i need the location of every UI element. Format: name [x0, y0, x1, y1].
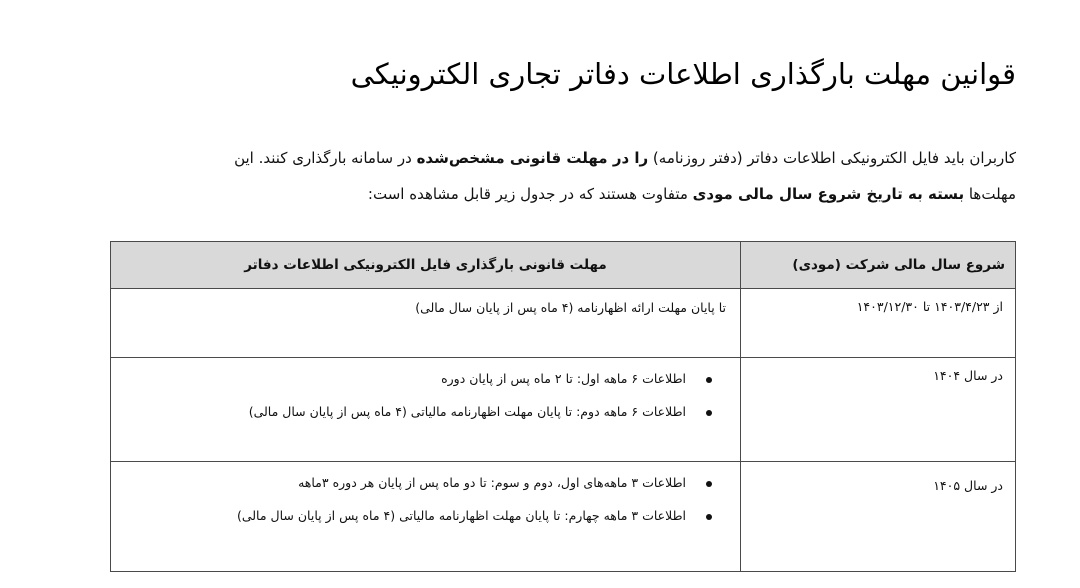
- deadline-cell: [111, 358, 741, 462]
- table-row: [111, 358, 1016, 462]
- intro-line-2: [62, 176, 1016, 212]
- intro-emphasis: بسته به تاریخ شروع سال مالی مودی: [692, 185, 965, 203]
- intro-text: مهلت‌ها: [964, 185, 1016, 203]
- bullet-item: اطلاعات ۶ ماهه دوم: تا پایان مهلت اظهارنامه مالیاتی (۴ ماه پس از پایان سال مالی): [119, 403, 686, 421]
- intro-text: در سامانه بارگذاری کنند. این: [234, 149, 417, 167]
- bullet-item: اطلاعات ۳ ماهه چهارم: تا پایان مهلت اظهارنامه مالیاتی (۴ ماه پس از پایان سال مالی): [119, 507, 686, 525]
- bullet-item: اطلاعات ۳ ماهه‌های اول، دوم و سوم: تا دو ماه پس از پایان هر دوره ۳ماهه: [119, 474, 686, 492]
- table-row: [111, 289, 1016, 358]
- bullet-item: اطلاعات ۶ ماهه اول: تا ۲ ماه پس از پایان دوره: [119, 370, 686, 388]
- header-legal-deadline: مهلت قانونی بارگذاری فایل الکترونیکی اطلاعات دفاتر: [111, 242, 741, 289]
- page-title: قوانین مهلت بارگذاری اطلاعات دفاتر تجاری الکترونیکی: [350, 57, 1016, 91]
- intro-text: کاربران باید فایل الکترونیکی اطلاعات دفاتر (دفتر روزنامه): [648, 149, 1016, 167]
- deadline-bullet-list: [119, 474, 726, 525]
- fiscal-start-cell: در سال ۱۴۰۵: [741, 462, 1016, 572]
- fiscal-start-cell: از ۱۴۰۳/۴/۲۳ تا ۱۴۰۳/۱۲/۳۰: [741, 289, 1016, 358]
- fiscal-start-cell: در سال ۱۴۰۴: [741, 358, 1016, 462]
- intro-emphasis: را در مهلت قانونی مشخص‌شده: [416, 149, 649, 167]
- deadlines-table: [110, 241, 1016, 572]
- intro-paragraph: [62, 140, 1016, 212]
- table-header-row: [111, 242, 1016, 289]
- deadline-cell: [111, 462, 741, 572]
- header-fiscal-year-start: شروع سال مالی شرکت (مودی): [741, 242, 1016, 289]
- intro-line-1: [62, 140, 1016, 176]
- deadline-cell: تا پایان مهلت ارائه اظهارنامه (۴ ماه پس از پایان سال مالی): [111, 289, 741, 358]
- table-row: [111, 462, 1016, 572]
- deadline-bullet-list: [119, 370, 726, 421]
- intro-text: متفاوت هستند که در جدول زیر قابل مشاهده است:: [367, 185, 693, 203]
